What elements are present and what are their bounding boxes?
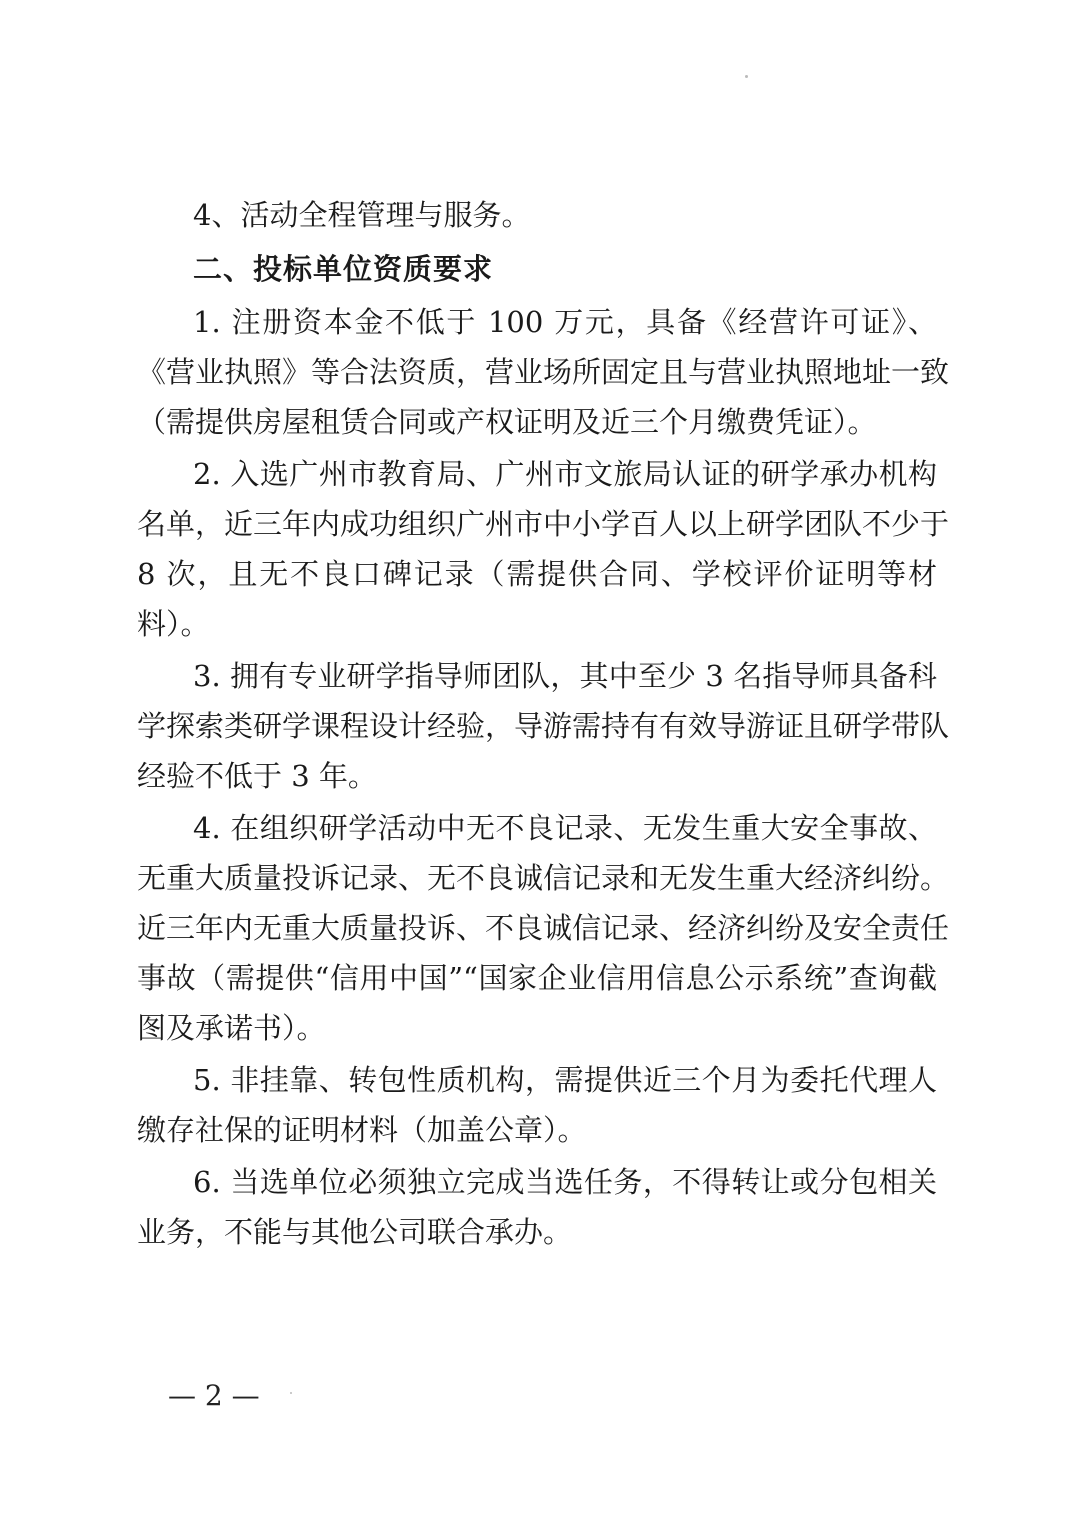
scan-speck [745,75,748,78]
req-2-line-3: 8 次，且无不良口碑记录（需提供合同、学校评价证明等材 [137,557,937,591]
req-5-line-1: 5. 非挂靠、转包性质机构，需提供近三个月为委托代理人 [193,1063,937,1097]
req-1-line-2: 《营业执照》等合法资质，营业场所固定且与营业执照地址一致 [137,355,950,389]
req-3-line-2: 学探索类研学课程设计经验，导游需持有有效导游证且研学带队 [137,709,950,743]
req-4-line-3: 近三年内无重大质量投诉、不良诚信记录、经济纠纷及安全责任 [137,911,950,945]
req-6-line-2: 业务，不能与其他公司联合承办。 [137,1215,573,1249]
req-4-line-5: 图及承诺书）。 [137,1011,326,1045]
req-2-line-4: 料）。 [137,607,210,641]
req-6-line-1: 6. 当选单位必须独立完成当选任务，不得转让或分包相关 [193,1165,937,1199]
req-3-line-1: 3. 拥有专业研学指导师团队，其中至少 3 名指导师具备科 [193,659,937,693]
req-3-line-3: 经验不低于 3 年。 [137,759,377,793]
req-4-line-1: 4. 在组织研学活动中无不良记录、无发生重大安全事故、 [193,811,937,845]
req-2-line-1: 2. 入选广州市教育局、广州市文旅局认证的研学承办机构 [193,457,937,491]
section-heading-qualifications: 二、投标单位资质要求 [193,252,494,286]
req-1-line-1: 1. 注册资本金不低于 100 万元，具备《经营许可证》、 [193,305,937,339]
req-5-line-2: 缴存社保的证明材料（加盖公章）。 [137,1113,587,1147]
req-1-line-3: （需提供房屋租赁合同或产权证明及近三个月缴费凭证）。 [137,405,877,439]
scan-speck [290,1392,292,1394]
item-4-service: 4、活动全程管理与服务。 [193,198,531,232]
req-4-line-4: 事故（需提供“信用中国”“国家企业信用信息公示系统”查询截 [137,961,937,995]
req-4-line-2: 无重大质量投诉记录、无不良诚信记录和无发生重大经济纠纷。 [137,861,950,895]
page-number: — 2 — [168,1379,260,1412]
req-2-line-2: 名单，近三年内成功组织广州市中小学百人以上研学团队不少于 [137,507,950,541]
